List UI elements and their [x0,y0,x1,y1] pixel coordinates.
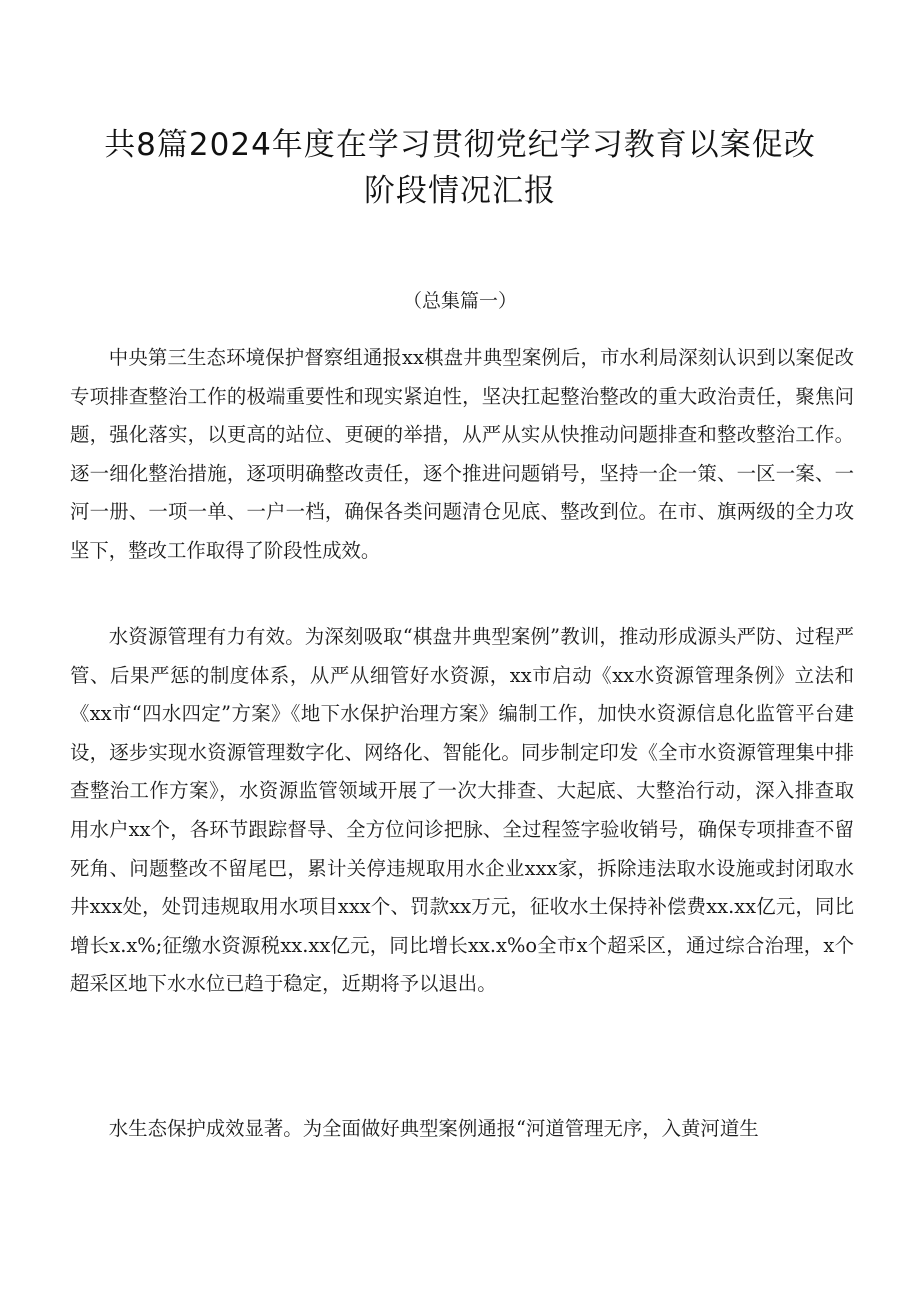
body-paragraph: 水资源管理有力有效。为深刻吸取“棋盘井典型案例”教训，推动形成源头严防、过程严管、后果严惩的制度体系，从严从细管好水资源，xx市启动《xx水资源管理条例》立法和《xx市“四水四定”方案》《地下水保护治理方案》编制工作，加快水资源信息化监管平台建设，逐步实现水资源管理数字化、网络化、智能化。同步制定印发《全市水资源管理集中排查整治工作方案》，水资源监管领域开展了一次大排查、大起底、大整治行动，深入排查取用水户xx个，各环节跟踪督导、全方位问诊把脉、全过程签字验收销号，确保专项排查不留死角、问题整改不留尾巴，累计关停违规取用水企业xxx家，拆除违法取水设施或封闭取水井xxx处，处罚违规取用水项目xxx个、罚款xx万元，征收水土保持补偿费xx.xx亿元，同比增长x.x%;征缴水资源税xx.xx亿元，同比增长xx.x%o全市x个超采区，通过综合治理，x个超采区地下水水位已趋于稳定，近期将予以退出。 [70,625,854,996]
section-subtitle: （总集篇一） [402,290,517,312]
document-title-line-1: 共8篇2024年度在学习贯彻党纪学习教育以案促改 [104,127,816,163]
body-paragraph: 水生态保护成效显著。为全面做好典型案例通报“河道管理无序，入黄河道生 [108,1117,759,1140]
body-paragraph: 中央第三生态环境保护督察组通报xx棋盘井典型案例后，市水利局深刻认识到以案促改专项排查整治工作的极端重要性和现实紧迫性，坚决扛起整治整改的重大政治责任，聚焦问题，强化落实，以更高的站位、更硬的举措，从严从实从快推动问题排查和整改整治工作。逐一细化整治措施，逐项明确整改责任，逐个推进问题销号，坚持一企一策、一区一案、一河一册、一项一单、一户一档，确保各类问题清仓见底、整改到位。在市、旗两级的全力攻坚下，整改工作取得了阶段性成效。 [70,346,854,562]
document-title-line-2: 阶段情况汇报 [364,173,556,209]
